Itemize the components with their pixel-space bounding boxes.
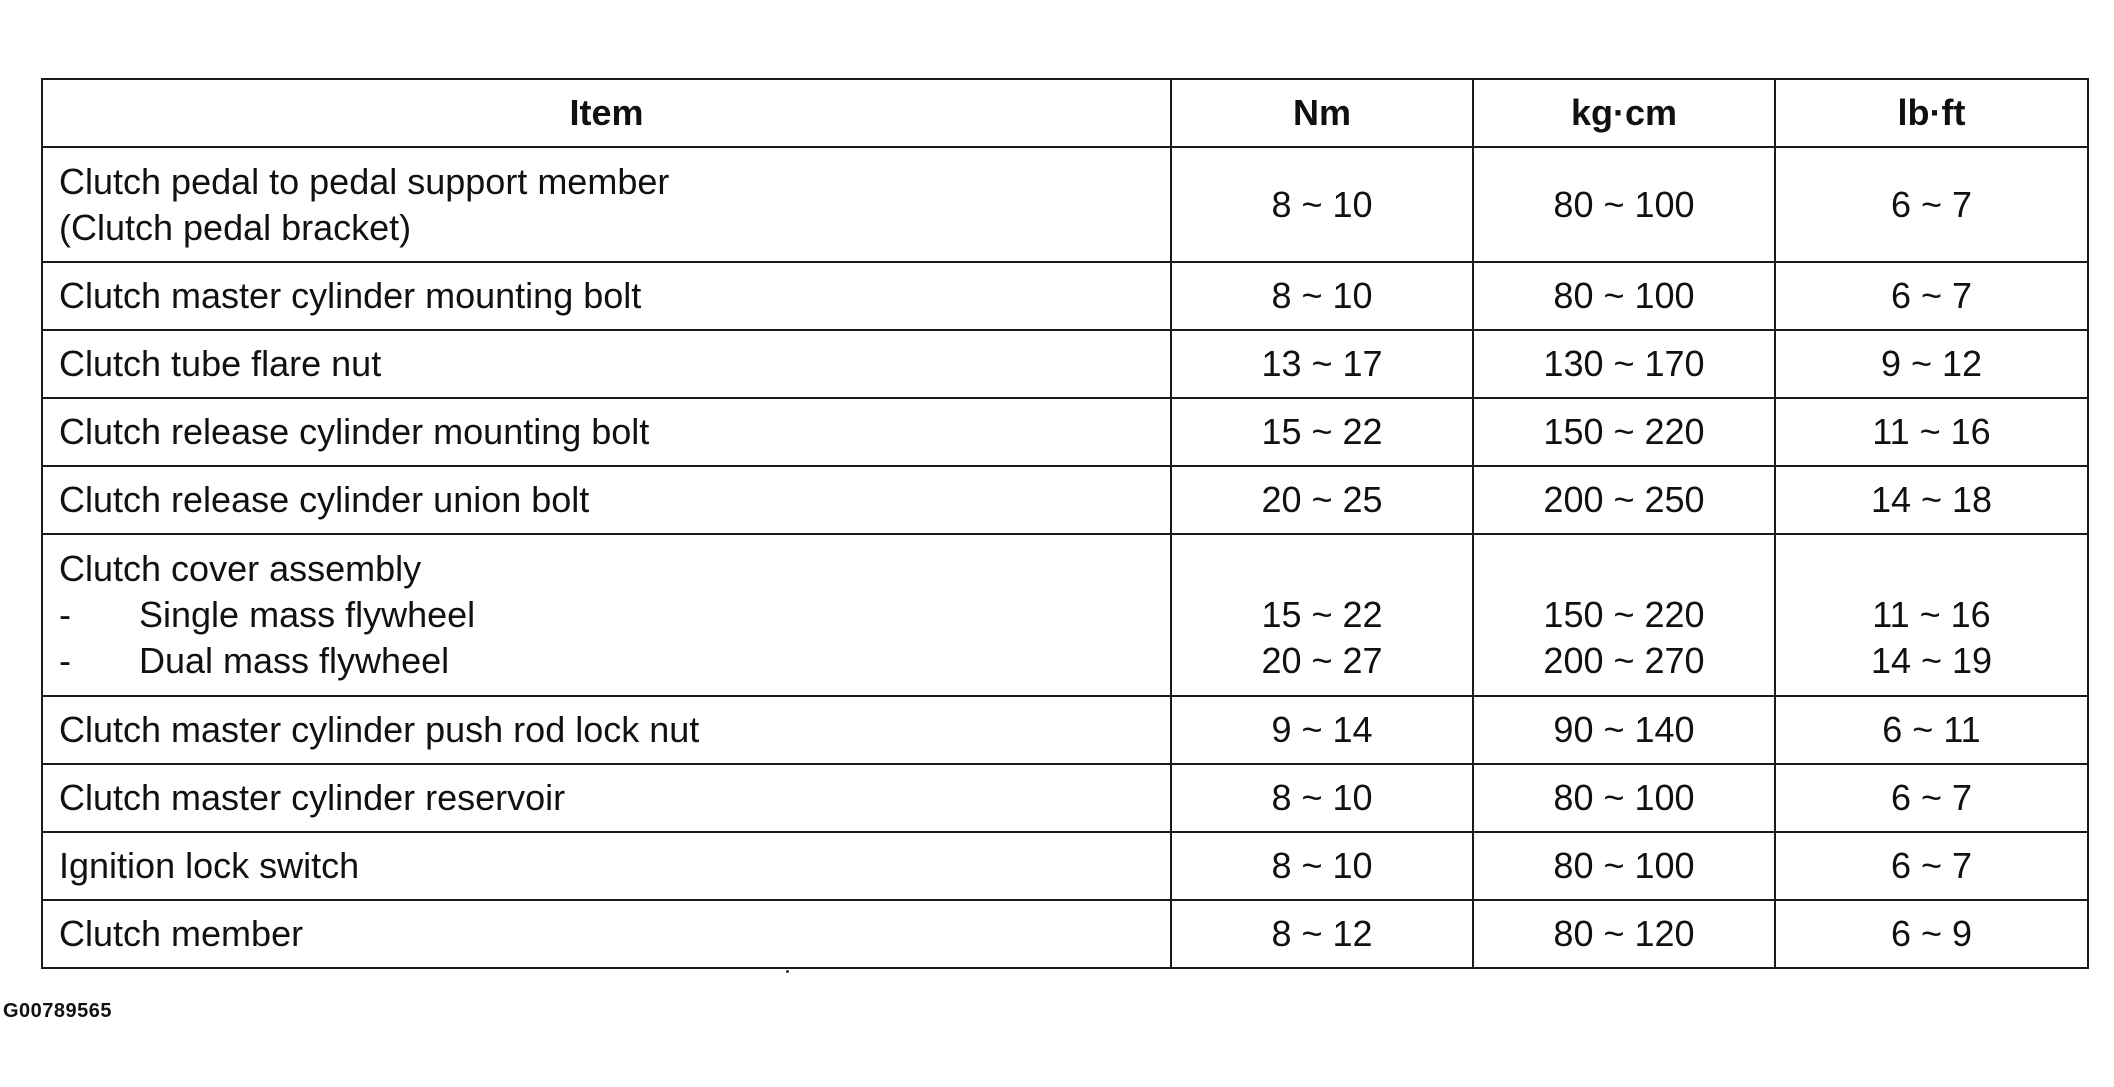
spacer: [1188, 546, 1456, 592]
lbft-cell: [1775, 330, 2088, 398]
nm-value: 20 ~ 27: [1261, 640, 1383, 681]
lbft-cell: [1775, 900, 2088, 968]
lbft-cell: [1775, 696, 2088, 764]
kgcm-value: 80 ~ 100: [1553, 845, 1695, 886]
nm-value: 9 ~ 14: [1271, 709, 1373, 750]
lbft-value: 11 ~ 16: [1872, 594, 1991, 635]
figure-id: G00789565: [3, 1000, 113, 1022]
kgcm-cell: [1473, 147, 1775, 262]
table-row: [42, 534, 2088, 696]
nm-value: 15 ~ 22: [1261, 594, 1383, 635]
item-label: Clutch pedal to pedal support member: [59, 160, 670, 202]
kgcm-cell: [1473, 330, 1775, 398]
nm-value: 8 ~ 12: [1271, 913, 1373, 954]
lbft-value: 14 ~ 19: [1870, 640, 1993, 681]
kgcm-value: 80 ~ 100: [1553, 275, 1695, 316]
lbft-value: 6 ~ 7: [1890, 777, 1973, 818]
nm-cell: [1171, 764, 1473, 832]
sub-item: [59, 638, 1154, 684]
item-cell: [42, 262, 1171, 330]
lbft-value: 14 ~ 18: [1870, 479, 1993, 520]
lbft-cell: [1775, 262, 2088, 330]
lbft-value: 6 ~ 7: [1890, 845, 1973, 886]
lbft-cell: [1775, 764, 2088, 832]
item-label: Clutch release cylinder mounting bolt: [59, 411, 650, 452]
table-row: [42, 330, 2088, 398]
item-label: Clutch master cylinder push rod lock nut: [59, 709, 700, 750]
kgcm-value: 80 ~ 100: [1553, 777, 1695, 818]
item-label: Clutch master cylinder mounting bolt: [59, 275, 642, 316]
lbft-cell: [1775, 147, 2088, 262]
table-row: [42, 262, 2088, 330]
item-cell: [42, 696, 1171, 764]
scan-speck: [786, 970, 789, 973]
kgcm-cell: [1473, 466, 1775, 534]
table-row: [42, 696, 2088, 764]
torque-spec-table: [41, 78, 2089, 969]
header-nm: Nm: [1171, 79, 1473, 147]
item-cell: [42, 764, 1171, 832]
lbft-value: 6 ~ 7: [1890, 275, 1973, 316]
nm-value: 15 ~ 22: [1261, 411, 1383, 452]
lbft-value: 6 ~ 9: [1890, 913, 1973, 954]
item-cell: [42, 398, 1171, 466]
kgcm-value: 90 ~ 140: [1553, 709, 1695, 750]
lbft-cell: [1775, 466, 2088, 534]
kgcm-value: 200 ~ 270: [1543, 640, 1705, 681]
nm-value: 8 ~ 10: [1271, 845, 1373, 886]
item-cell: [42, 330, 1171, 398]
lbft-cell: [1775, 832, 2088, 900]
nm-value: 8 ~ 10: [1271, 777, 1373, 818]
kgcm-value: 200 ~ 250: [1543, 479, 1705, 520]
header-kgcm: kg·cm: [1473, 79, 1775, 147]
nm-cell: [1171, 466, 1473, 534]
kgcm-value: 150 ~ 220: [1543, 594, 1705, 635]
kgcm-cell: [1473, 398, 1775, 466]
header-item: Item: [42, 79, 1171, 147]
nm-value: 8 ~ 10: [1271, 275, 1373, 316]
header-lbft: lb·ft: [1775, 79, 2088, 147]
nm-value: 8 ~ 10: [1271, 183, 1373, 225]
nm-cell: [1171, 330, 1473, 398]
kgcm-cell: [1473, 900, 1775, 968]
item-label: Ignition lock switch: [59, 845, 360, 886]
nm-cell: [1171, 262, 1473, 330]
item-label: Clutch member: [59, 913, 304, 954]
table-row: [42, 398, 2088, 466]
lbft-value: 11 ~ 16: [1872, 411, 1991, 452]
lbft-value: 6 ~ 11: [1882, 709, 1981, 750]
sub-item-label: Dual mass flywheel: [139, 640, 450, 681]
spacer: [1792, 546, 2071, 592]
kgcm-cell: [1473, 262, 1775, 330]
bullet-dash: -: [59, 594, 71, 635]
nm-value: 13 ~ 17: [1261, 343, 1383, 384]
nm-value: 20 ~ 25: [1261, 479, 1383, 520]
table-row: [42, 466, 2088, 534]
item-label: Clutch cover assembly: [59, 548, 422, 589]
sub-item-label: Single mass flywheel: [139, 594, 476, 635]
kgcm-value: 80 ~ 100: [1553, 183, 1695, 225]
item-label: Clutch release cylinder union bolt: [59, 479, 590, 520]
kgcm-cell: [1473, 696, 1775, 764]
lbft-value: 9 ~ 12: [1880, 343, 1983, 384]
table-row: [42, 147, 2088, 262]
nm-cell: [1171, 147, 1473, 262]
item-cell: [42, 147, 1171, 262]
item-cell: [42, 466, 1171, 534]
item-label: (Clutch pedal bracket): [59, 206, 412, 248]
nm-cell: [1171, 398, 1473, 466]
table-row: [42, 764, 2088, 832]
item-cell: [42, 534, 1171, 696]
sub-item: [59, 592, 1154, 638]
header-row: [42, 79, 2088, 147]
lbft-cell: [1775, 534, 2088, 696]
kgcm-value: 150 ~ 220: [1543, 411, 1705, 452]
item-label: Clutch master cylinder reservoir: [59, 777, 566, 818]
nm-cell: [1171, 534, 1473, 696]
kgcm-value: 80 ~ 120: [1553, 913, 1695, 954]
spacer: [1490, 546, 1758, 592]
nm-cell: [1171, 832, 1473, 900]
bullet-dash: -: [59, 640, 71, 681]
lbft-value: 6 ~ 7: [1890, 183, 1973, 225]
table-row: [42, 900, 2088, 968]
kgcm-cell: [1473, 832, 1775, 900]
nm-cell: [1171, 900, 1473, 968]
item-label: Clutch tube flare nut: [59, 343, 382, 384]
table-row: [42, 832, 2088, 900]
kgcm-value: 130 ~ 170: [1543, 343, 1705, 384]
item-cell: [42, 832, 1171, 900]
lbft-cell: [1775, 398, 2088, 466]
kgcm-cell: [1473, 764, 1775, 832]
kgcm-cell: [1473, 534, 1775, 696]
nm-cell: [1171, 696, 1473, 764]
item-cell: [42, 900, 1171, 968]
